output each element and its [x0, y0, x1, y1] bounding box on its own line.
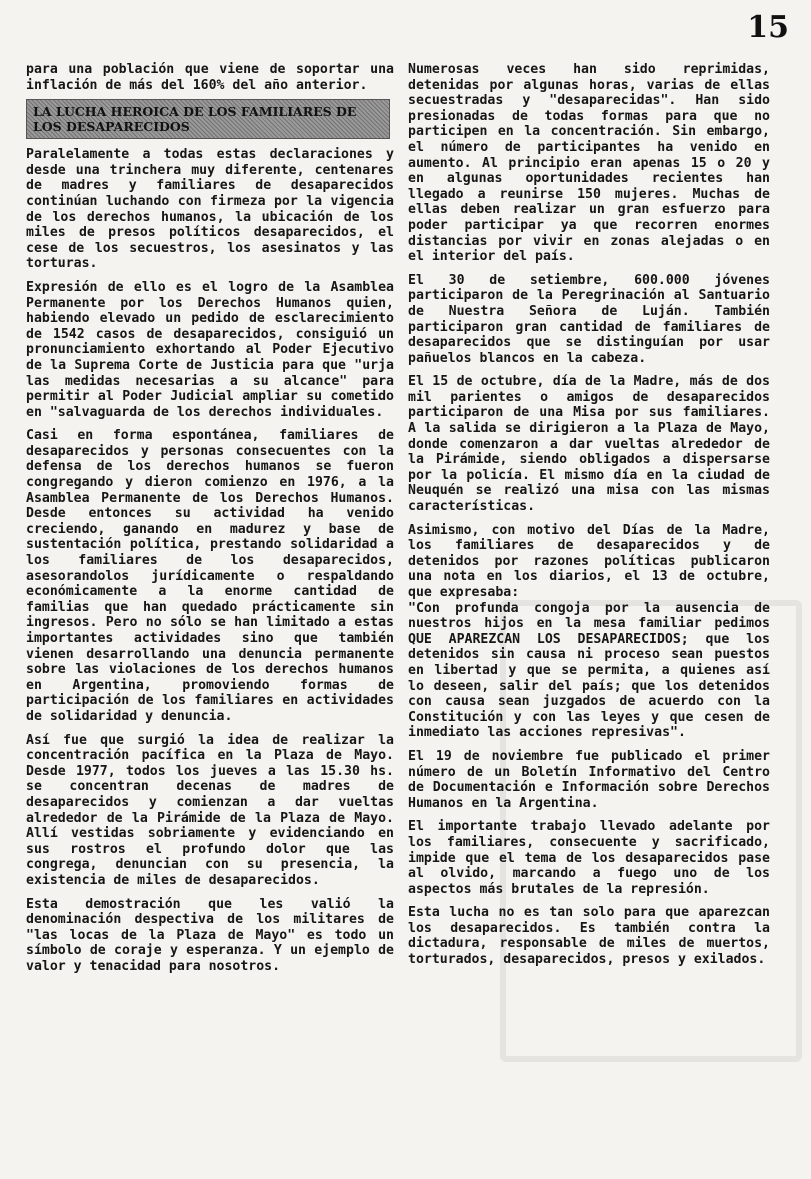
article-paragraph: El 19 de noviembre fue publicado el primer número de un Boletín Informativo del Centro de Documentación e Información sobre Derechos Humanos en la Argentina. [408, 748, 770, 811]
article-paragraph: Esta demostración que les valió la denominación despectiva de los militares de "las locas de la Plaza de Mayo" es todo un símbolo de coraje y esperanza. Y un ejemplo de valor y tenacidad para nosotros. [26, 896, 394, 974]
article-paragraph: Esta lucha no es tan solo para que aparezcan los desaparecidos. Es también contra la dictadura, responsable de miles de muertos, torturados, desaparecidos, presos y exilados. [408, 905, 770, 968]
article-paragraph: Paralelamente a todas estas declaraciones y desde una trinchera muy diferente, centenares de madres y familiares de desaparecidos continúan luchando con firmeza por la vigencia de los derechos humanos, la ubicación de los miles de presos políticos desaparecidos, el cese de los secuestros, los asesinatos y las torturas. [26, 147, 394, 272]
intro-paragraph: para una población que viene de soportar una inflación de más del 160% del año anterior. [26, 62, 394, 93]
article-paragraph: Expresión de ello es el logro de la Asamblea Permanente por los Derechos Humanos quien, habiendo elevado un pedido de esclarecimiento de 1542 casos de desaparecidos, consiguió un pronunciamiento exhortando al Poder Ejecutivo de la Suprema Corte de Justicia para que "urja las medidas necesarias a su alcance" para permitir al Poder Judicial ampliar su cometido en "salvaguarda de los derechos individuales. [26, 279, 394, 420]
article-paragraph: El 15 de octubre, día de la Madre, más de dos mil parientes o amigos de desaparecidos participaron de una Misa por sus familiares. A la salida se dirigieron a la Plaza de Mayo, donde comenzaron a dar vueltas alrededor de la Pirámide, siendo obligados a dispersarse por la policía. El mismo día en la ciudad de Neuquén se realizó una misa con las mismas características. [408, 374, 770, 515]
article-paragraph: Así fue que surgió la idea de realizar la concentración pacífica en la Plaza de Mayo. Desde 1977, todos los jueves a las 15.30 hs. se concentran decenas de madres de desaparecidos y comienzan a dar vueltas alrededor de la Pirámide de la Plaza de Mayo. Allí vestidas sobriamente y evidenciando en sus rostros el profundo dolor que las congrega, denuncian con su presencia, la existencia de miles de desaparecidos. [26, 732, 394, 888]
article-paragraph: Casi en forma espontánea, familiares de desaparecidos y personas consecuentes con la defensa de los derechos humanos se fueron congregando y dieron comienzo en 1976, a la Asamblea Permanente de los Derechos Humanos. Desde entonces su actividad ha venido creciendo, ganando en madurez y base de sustentación política, prestando solidaridad a los familiares de los desaparecidos, asesorandolos jurídicamente o respaldando económicamente a la enorme cantidad de familias que han quedado prácticamente sin ingresos. Pero no sólo se han limitado a estas importantes actividades sino que también vienen desarrollando una denuncia permanente sobre las violaciones de los derechos humanos en Argentina, promoviendo formas de participación de los familiares en actividades de solidaridad y denuncia. [26, 428, 394, 724]
article-paragraph: Asimismo, con motivo del Días de la Madre, los familiares de desaparecidos y de detenidos por razones políticas publicaron una nota en los diarios, el 13 de octubre, que expresaba: "Con profunda congoja por la ausencia de nuestros hijos en la mesa familiar pedimos QUE APAREZCAN LOS DESAPARECIDOS; que los detenidos sin causa ni proceso sean puestos en libertad y que se permita, a quienes así lo deseen, salir del país; que los detenidos con causa sean juzgados de acuerdo con la Constitución y con las leyes y que cesen de inmediato las acciones represivas". [408, 522, 770, 741]
page-number: 15 [747, 10, 789, 45]
article-paragraph: El 30 de setiembre, 600.000 jóvenes participaron de la Peregrinación al Santuario de Nuestra Señora de Luján. También participaron gran cantidad de familiares de desaparecidos que se distinguían por usar pañuelos blancos en la cabeza. [408, 272, 770, 366]
right-column [408, 62, 770, 976]
article-paragraph: El importante trabajo llevado adelante por los familiares, consecuente y sacrificado, impide que el tema de los desaparecidos pase al olvido, marcando a fuego uno de los aspectos más brutales de la represión. [408, 819, 770, 897]
left-column [26, 62, 394, 982]
article-paragraph: Numerosas veces han sido reprimidas, detenidas por algunas horas, varias de ellas secuestradas y "desaparecidas". Han sido presionadas de todas formas para que no participen en la concentración. Sin embargo, el número de participantes ha venido en aumento. Al principio eran apenas 15 o 20 y en algunas oportunidades recientes han llegado a reunirse 150 mujeres. Muchas de ellas deben realizar un gran esfuerzo para poder participar ya que recorren enormes distancias por vivir en zonas alejadas o en el interior del país. [408, 62, 770, 265]
section-heading: LA LUCHA HEROICA DE LOS FAMILIARES DE LOS DESAPARECIDOS [26, 99, 390, 139]
